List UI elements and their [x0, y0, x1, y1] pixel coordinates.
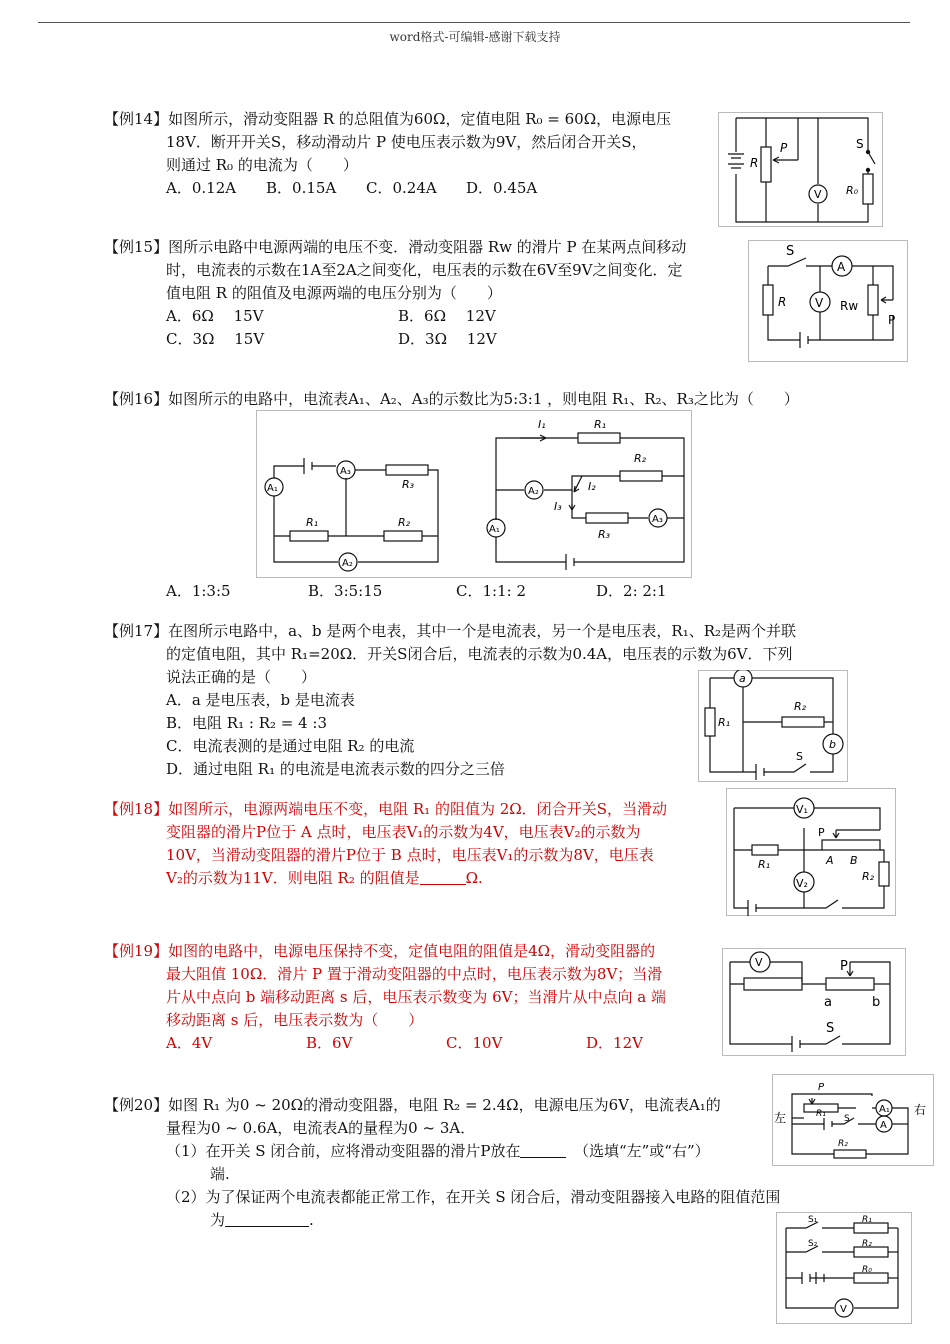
options-row: [166, 328, 744, 351]
question-line: 在图所示电路中，a、b 是两个电表，其中一个是电流表，另一个是电压表，R₁、R₂是两个并联: [168, 622, 797, 640]
label-V1: V₁: [796, 803, 808, 816]
example-tag: 【例15】: [104, 238, 169, 256]
question-line: 如图所示，电源两端电压不变，电阻 R₁ 的阻值为 2Ω．闭合开关S，当滑动: [168, 800, 667, 818]
question-2-text: （2）为了保证两个电流表都能正常工作，在开关 S 闭合后，滑动变阻器接入电路的阻值范围: [166, 1188, 781, 1206]
option-b: B．6V: [306, 1034, 353, 1052]
circuit-diagram: [726, 788, 896, 916]
label-b: b: [872, 995, 881, 1010]
option-d: D．12V: [586, 1034, 643, 1052]
label-A: A: [826, 854, 834, 867]
label-I3: I₃: [554, 500, 562, 513]
example-tag: 【例20】: [104, 1096, 169, 1114]
label-S1: S₁: [808, 1215, 818, 1225]
options-row: [166, 1032, 724, 1055]
question-line: 如图所示的电路中，电流表A₁、A₂、A₃的示数比为5:3:1 ，则电阻 R₁、R₂、R₃之比为（ ）: [168, 390, 799, 408]
option-a: A．1:3:5: [166, 582, 231, 600]
label-P: P: [818, 1082, 825, 1093]
label-V2: V₂: [796, 877, 808, 890]
option-a: A．6Ω 15V: [166, 307, 264, 325]
label-a: a: [824, 995, 832, 1010]
label-I1: I₁: [538, 418, 546, 431]
label-P: P: [780, 141, 788, 155]
question-line: 图所示电路中电源两端的电压不变．滑动变阻器 Rw 的滑片 P 在某两点间移动: [168, 238, 687, 256]
option-d: D．通过电阻 R₁ 的电流是电流表示数的四分之三倍: [166, 760, 505, 778]
figure-ex19: [722, 948, 906, 1056]
question-line: 18V．断开开关S，移动滑动片 P 使电压表示数为9V，然后闭合开关S，: [166, 133, 647, 151]
example-tag: 【例14】: [104, 110, 169, 128]
label-R1-right: R₁: [594, 418, 607, 431]
option-b: B．3:5:15: [308, 582, 383, 600]
question-line: 的定值电阻，其中 R₁=20Ω．开关S闭合后，电流表的示数为0.4A，电压表的示数为6V．下列: [166, 645, 793, 663]
example-20: [104, 1094, 804, 1232]
example-19: [104, 940, 724, 1055]
figure-ex17: [698, 670, 848, 782]
option-c: C．1:1: 2: [456, 582, 526, 600]
question-line: 时，电流表的示数在1A至2A之间变化，电压表的示数在6V至9V之间变化．定: [166, 261, 683, 279]
question-line: 最大阻值 10Ω．滑片 P 置于滑动变阻器的中点时，电压表示数为8V；当滑: [166, 965, 663, 983]
label-right: 右: [914, 1103, 927, 1117]
option-d: D．3Ω 12V: [398, 330, 497, 348]
option-b: B．6Ω 12V: [398, 307, 496, 325]
label-A3-left: A₃: [340, 466, 351, 477]
label-R0: R₀: [846, 184, 859, 197]
answer-blank-1[interactable]: [520, 1141, 566, 1158]
option-c: C．3Ω 15V: [166, 330, 265, 348]
figure-ex15: [748, 240, 908, 362]
question-line: 如图所示，滑动变阻器 R 的总阻值为60Ω，定值电阻 R₀ = 60Ω，电源电压: [168, 110, 672, 128]
option-a: A．4V: [166, 1034, 213, 1052]
option-b: B．电阻 R₁ : R₂ = 4 :3: [166, 714, 328, 732]
example-14: [104, 108, 714, 200]
question-line: V₂的示数为11V．则电阻 R₂ 的阻值是: [166, 869, 420, 887]
options-row: [166, 580, 866, 603]
question-line: 如图的电路中，电源电压保持不变，定值电阻的阻值是4Ω，滑动变阻器的: [168, 942, 656, 960]
label-R2: R₂: [862, 1239, 872, 1249]
option-c: C．10V: [446, 1034, 503, 1052]
label-R1-left: R₁: [306, 516, 319, 529]
label-R3-right: R₃: [598, 528, 611, 541]
question-2-end: .: [309, 1211, 314, 1229]
circuit-diagram: [772, 1074, 934, 1166]
question-1-end: 端.: [210, 1165, 230, 1183]
circuit-diagram: [722, 948, 906, 1056]
circuit-diagram: [718, 112, 883, 227]
label-R1: R₁: [718, 716, 731, 729]
label-R2-left: R₂: [398, 516, 411, 529]
circuit-diagram: [776, 1212, 912, 1324]
example-tag: 【例19】: [104, 942, 169, 960]
circuit-diagram: [256, 410, 692, 578]
label-R2: R₂: [838, 1139, 848, 1149]
label-a: a: [739, 672, 746, 685]
label-R: R: [750, 156, 759, 170]
label-A1: A₁: [879, 1104, 890, 1115]
label-A1-left: A₁: [267, 483, 278, 494]
label-I2: I₂: [588, 480, 596, 493]
label-P: P: [888, 313, 896, 327]
example-tag: 【例18】: [104, 800, 169, 818]
question-line: 如图 R₁ 为0 ~ 20Ω的滑动变阻器，电阻 R₂ = 2.4Ω，电源电压为6V，电流表A₁的: [168, 1096, 721, 1114]
label-S: S: [856, 137, 864, 151]
label-S: S: [826, 1021, 835, 1036]
question-1-text: （1）在开关 S 闭合前，应将滑动变阻器的滑片P放在: [166, 1142, 521, 1160]
option-b: B．0.15A: [266, 179, 337, 197]
question-line: 则通过 R₀ 的电流为（ ）: [166, 156, 358, 174]
label-V: V: [815, 296, 824, 310]
option-a: A．a 是电压表，b 是电流表: [166, 691, 355, 709]
label-R: R: [778, 295, 787, 309]
answer-blank-2[interactable]: [225, 1210, 309, 1227]
label-R1: R₁: [758, 858, 771, 871]
circuit-diagram: [748, 240, 908, 362]
label-R2: R₂: [862, 870, 875, 883]
unit-text: Ω.: [465, 869, 483, 887]
label-P: P: [840, 959, 848, 974]
header-rule: [38, 22, 910, 23]
example-16-options: [166, 580, 866, 603]
label-S2: S₂: [808, 1239, 818, 1249]
label-S: S: [844, 1114, 850, 1124]
example-tag: 【例16】: [104, 390, 169, 408]
question-line: 值电阻 R 的阻值及电源两端的电压分别为（ ）: [166, 284, 502, 302]
label-R0: R₀: [862, 1265, 872, 1275]
label-P: P: [818, 826, 825, 839]
label-A: A: [837, 260, 846, 274]
answer-blank[interactable]: [420, 868, 466, 885]
label-A2-left: A₂: [342, 558, 353, 569]
option-c: C．0.24A: [366, 179, 437, 197]
question-line: 片从中点向 b 端移动距离 s 后，电压表示数变为 6V；当滑片从中点向 a 端: [166, 988, 666, 1006]
label-A3-right: A₃: [652, 514, 663, 525]
question-line: 10V，当滑动变阻器的滑片P位于 B 点时，电压表V₁的示数为8V，电压表: [166, 846, 654, 864]
label-A1-right: A₁: [489, 524, 500, 535]
label-R3-left: R₃: [402, 478, 415, 491]
question-2-prefix: 为: [210, 1211, 226, 1229]
option-c: C．电流表测的是通过电阻 R₂ 的电流: [166, 737, 415, 755]
option-a: A．0.12A: [166, 179, 237, 197]
label-R2-right: R₂: [634, 452, 647, 465]
options-row: [166, 177, 714, 200]
label-S: S: [786, 244, 795, 259]
example-18: [104, 798, 724, 890]
figure-ex20-a: [772, 1074, 934, 1166]
label-S: S: [796, 750, 803, 763]
label-V: V: [814, 188, 822, 201]
label-V: V: [840, 1304, 847, 1315]
label-R1: R₁: [862, 1215, 872, 1225]
option-d: D．0.45A: [466, 179, 538, 197]
label-V: V: [755, 956, 763, 969]
example-16: [104, 388, 904, 411]
example-tag: 【例17】: [104, 622, 169, 640]
figure-ex16: [256, 410, 692, 578]
options-row: [166, 305, 744, 328]
label-R2: R₂: [794, 700, 807, 713]
label-R1: R₁: [816, 1109, 826, 1119]
label-A: A: [880, 1120, 887, 1131]
example-15: [104, 236, 744, 351]
option-d: D．2: 2:1: [596, 582, 667, 600]
question-line: 量程为0 ~ 0.6A，电流表A的量程为0 ~ 3A．: [166, 1119, 476, 1137]
question-line: 移动距离 s 后，电压表示数为（ ）: [166, 1011, 424, 1029]
label-Rw: Rw: [840, 299, 859, 313]
label-A2-right: A₂: [528, 486, 539, 497]
question-line: 变阻器的滑片P位于 A 点时，电压表V₁的示数为4V，电压表V₂的示数为: [166, 823, 641, 841]
label-B: B: [850, 854, 858, 867]
figure-ex14: [718, 112, 883, 227]
circuit-diagram: [698, 670, 848, 782]
figure-ex18: [726, 788, 896, 916]
label-b: b: [829, 738, 836, 751]
label-left: 左: [774, 1111, 787, 1125]
question-1-hint: （选填“左”或“右”）: [581, 1142, 710, 1160]
figure-ex20-b: [776, 1212, 912, 1324]
page-header: word格式-可编辑-感谢下载支持: [389, 30, 561, 44]
question-line: 说法正确的是（ ）: [166, 668, 317, 686]
